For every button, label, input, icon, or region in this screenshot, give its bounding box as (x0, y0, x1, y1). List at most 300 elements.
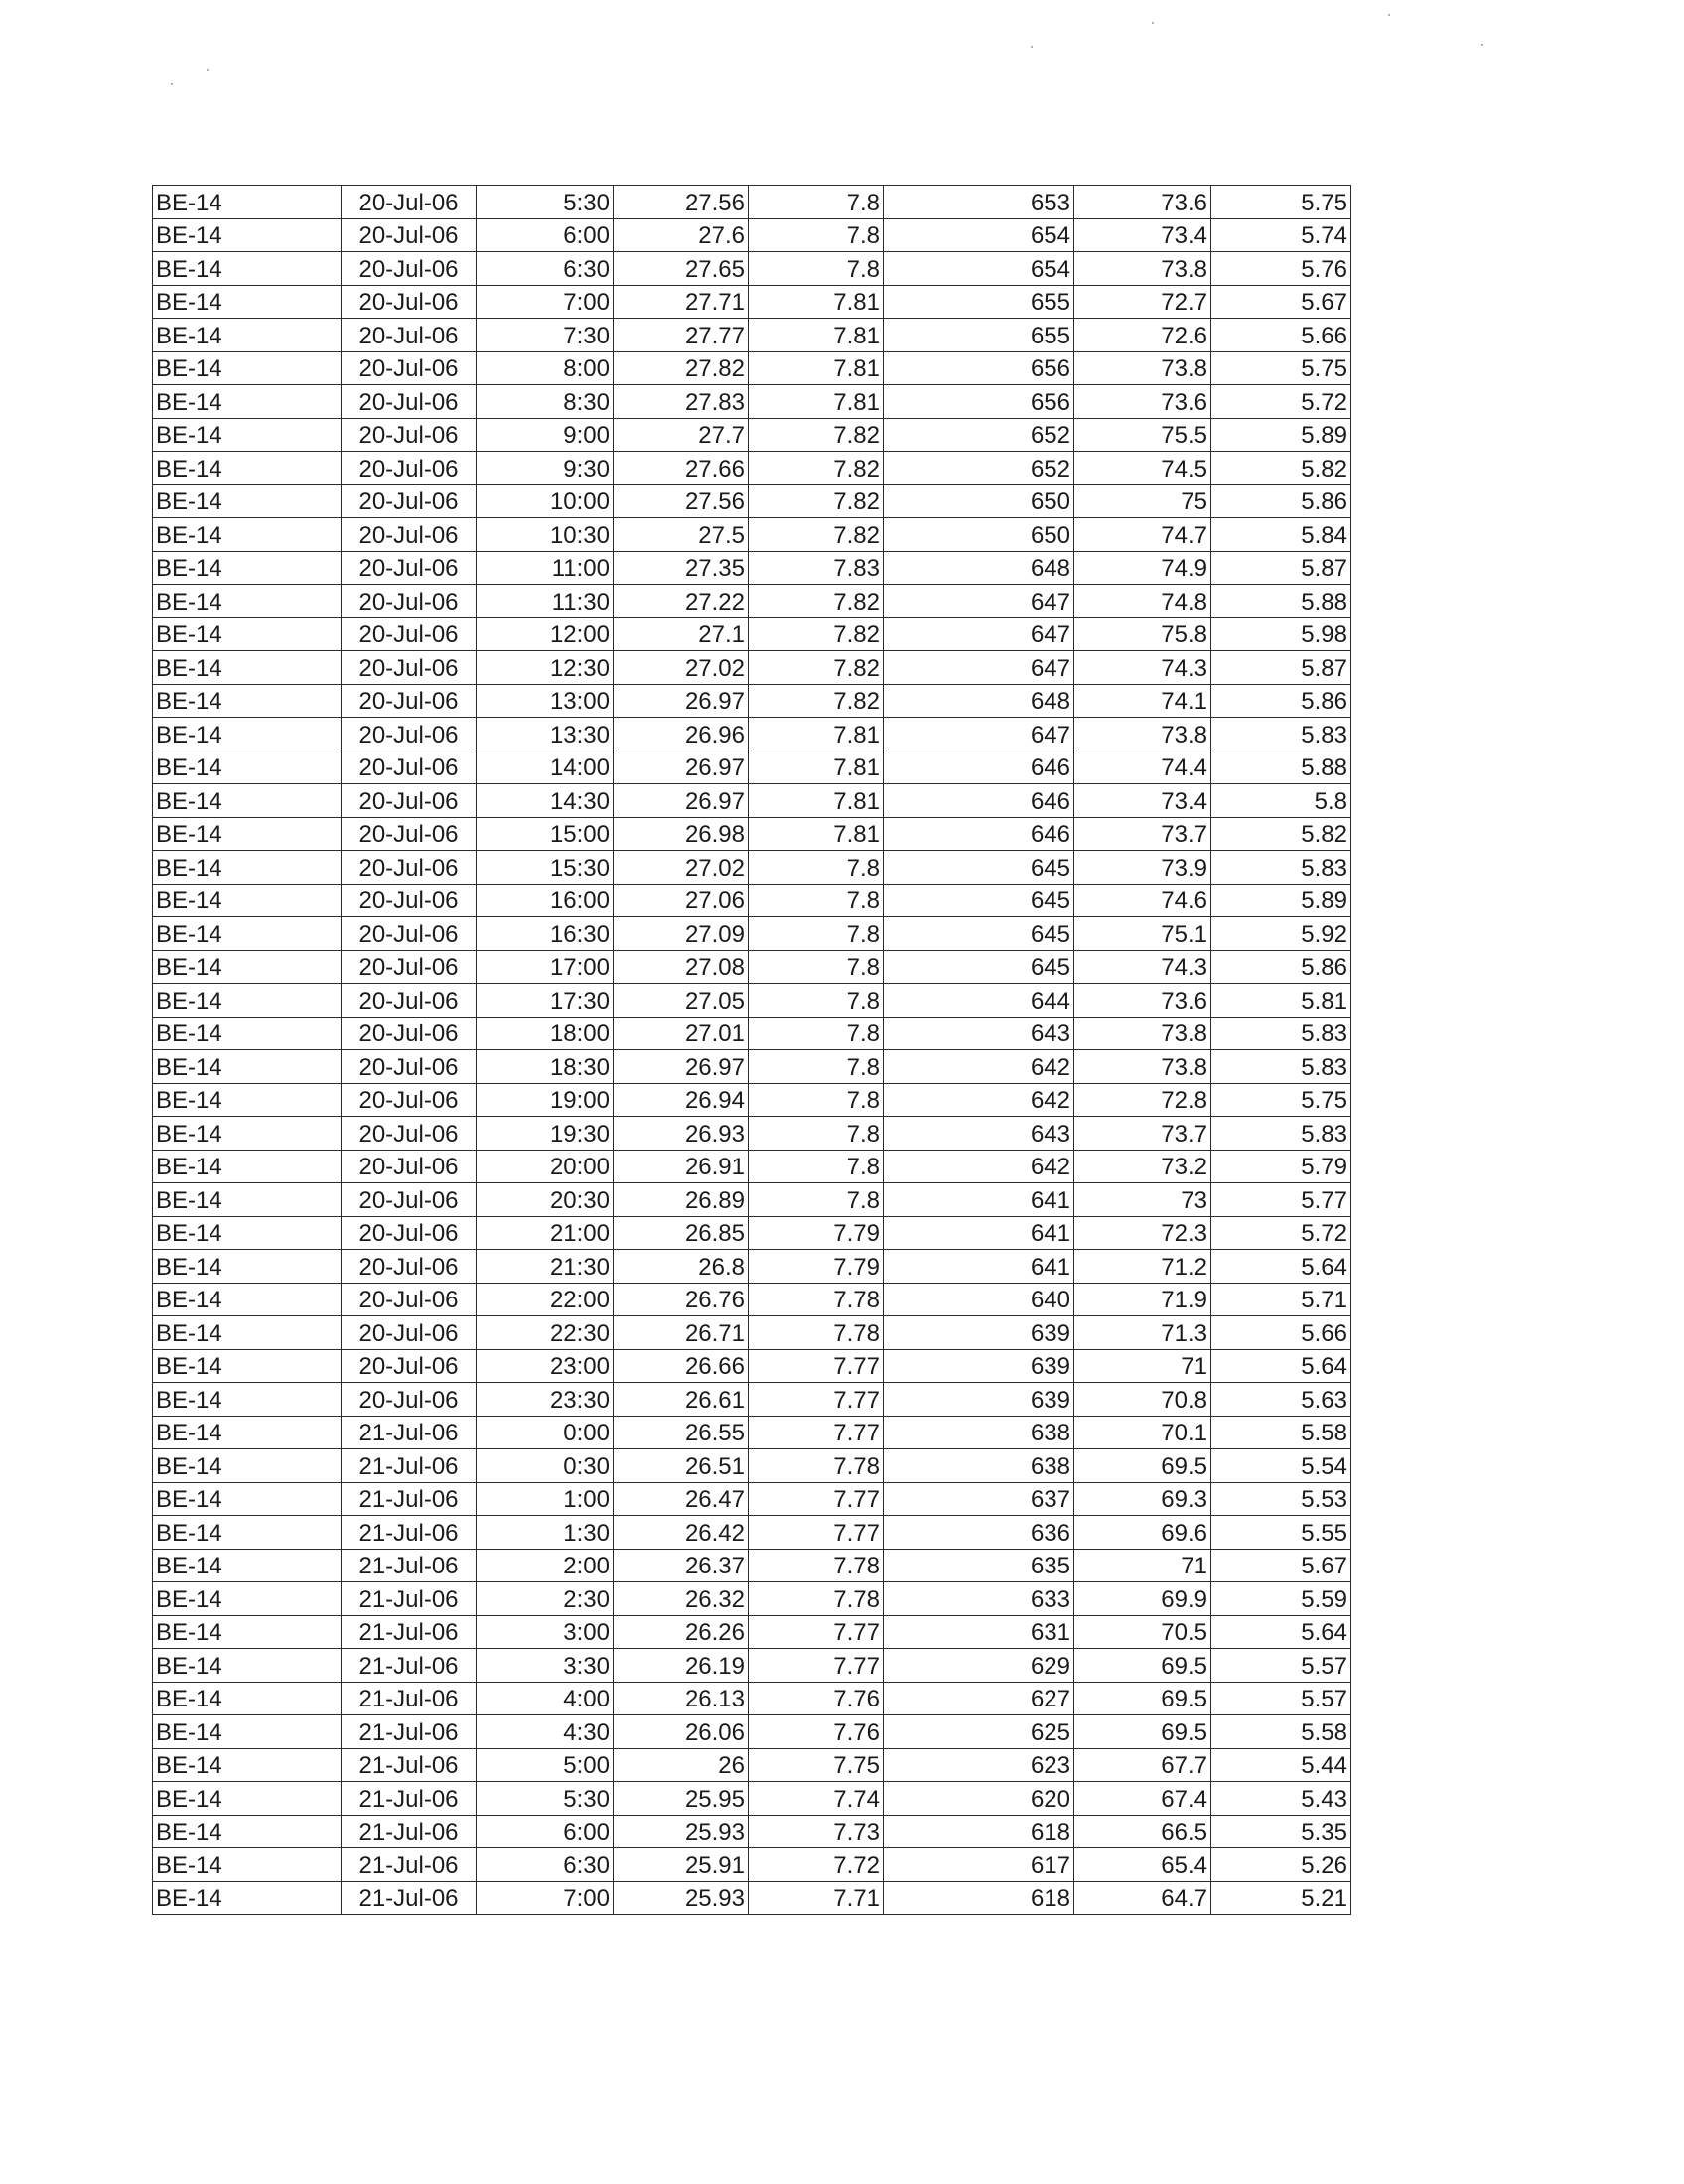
value-cell: 5.35 (1211, 1815, 1351, 1848)
station-cell: BE-14 (153, 1083, 342, 1117)
station-cell: BE-14 (153, 950, 342, 984)
value-cell: 27.83 (614, 385, 749, 419)
value-cell: 644 (884, 984, 1074, 1018)
value-cell: 647 (884, 617, 1074, 651)
station-cell: BE-14 (153, 1848, 342, 1882)
date-cell: 20-Jul-06 (342, 1050, 477, 1084)
date-cell: 20-Jul-06 (342, 484, 477, 518)
value-cell: 73.6 (1074, 984, 1211, 1018)
value-cell: 7.82 (749, 418, 884, 452)
table-row (153, 551, 1351, 585)
value-cell: 73 (1074, 1183, 1211, 1217)
value-cell: 26.26 (614, 1615, 749, 1649)
table-row (153, 1815, 1351, 1848)
value-cell: 5.81 (1211, 984, 1351, 1018)
time-cell: 6:30 (477, 1848, 614, 1882)
value-cell: 5.58 (1211, 1715, 1351, 1749)
station-cell: BE-14 (153, 1183, 342, 1217)
table-row (153, 1848, 1351, 1882)
station-cell: BE-14 (153, 484, 342, 518)
value-cell: 633 (884, 1582, 1074, 1616)
value-cell: 67.4 (1074, 1782, 1211, 1816)
value-cell: 73.8 (1074, 351, 1211, 385)
table-row (153, 1349, 1351, 1383)
station-cell: BE-14 (153, 186, 342, 219)
value-cell: 5.83 (1211, 1117, 1351, 1151)
date-cell: 20-Jul-06 (342, 585, 477, 618)
date-cell: 20-Jul-06 (342, 751, 477, 784)
value-cell: 26.91 (614, 1150, 749, 1183)
time-cell: 14:30 (477, 784, 614, 818)
value-cell: 641 (884, 1250, 1074, 1284)
station-cell: BE-14 (153, 1682, 342, 1715)
value-cell: 7.71 (749, 1881, 884, 1915)
value-cell: 5.64 (1211, 1615, 1351, 1649)
time-cell: 11:30 (477, 585, 614, 618)
station-cell: BE-14 (153, 319, 342, 352)
value-cell: 69.5 (1074, 1715, 1211, 1749)
station-cell: BE-14 (153, 385, 342, 419)
value-cell: 27.7 (614, 418, 749, 452)
date-cell: 21-Jul-06 (342, 1582, 477, 1616)
value-cell: 623 (884, 1748, 1074, 1782)
value-cell: 7.76 (749, 1682, 884, 1715)
value-cell: 27.66 (614, 452, 749, 485)
station-cell: BE-14 (153, 1050, 342, 1084)
time-cell: 7:00 (477, 285, 614, 319)
value-cell: 7.77 (749, 1615, 884, 1649)
table-row (153, 452, 1351, 485)
date-cell: 20-Jul-06 (342, 651, 477, 685)
station-cell: BE-14 (153, 1349, 342, 1383)
time-cell: 20:00 (477, 1150, 614, 1183)
value-cell: 654 (884, 252, 1074, 286)
station-cell: BE-14 (153, 351, 342, 385)
value-cell: 631 (884, 1615, 1074, 1649)
value-cell: 26.97 (614, 784, 749, 818)
time-cell: 15:00 (477, 817, 614, 851)
time-cell: 6:00 (477, 1815, 614, 1848)
value-cell: 645 (884, 884, 1074, 917)
value-cell: 5.86 (1211, 950, 1351, 984)
value-cell: 26.85 (614, 1216, 749, 1250)
date-cell: 20-Jul-06 (342, 418, 477, 452)
table-row (153, 1416, 1351, 1449)
station-cell: BE-14 (153, 684, 342, 718)
value-cell: 27.02 (614, 851, 749, 885)
date-cell: 20-Jul-06 (342, 1383, 477, 1417)
table-row (153, 351, 1351, 385)
value-cell: 5.75 (1211, 1083, 1351, 1117)
value-cell: 27.09 (614, 917, 749, 951)
value-cell: 7.82 (749, 651, 884, 685)
value-cell: 65.4 (1074, 1848, 1211, 1882)
value-cell: 26.98 (614, 817, 749, 851)
date-cell: 21-Jul-06 (342, 1482, 477, 1516)
date-cell: 20-Jul-06 (342, 218, 477, 252)
table-row (153, 884, 1351, 917)
value-cell: 27.82 (614, 351, 749, 385)
time-cell: 5:30 (477, 1782, 614, 1816)
value-cell: 73.6 (1074, 186, 1211, 219)
table-row (153, 1782, 1351, 1816)
time-cell: 4:00 (477, 1682, 614, 1715)
table-row (153, 984, 1351, 1018)
date-cell: 20-Jul-06 (342, 718, 477, 751)
value-cell: 72.8 (1074, 1083, 1211, 1117)
station-cell: BE-14 (153, 1881, 342, 1915)
date-cell: 20-Jul-06 (342, 1349, 477, 1383)
date-cell: 20-Jul-06 (342, 917, 477, 951)
value-cell: 73.6 (1074, 385, 1211, 419)
value-cell: 7.81 (749, 285, 884, 319)
value-cell: 27.6 (614, 218, 749, 252)
value-cell: 7.82 (749, 617, 884, 651)
value-cell: 7.77 (749, 1416, 884, 1449)
time-cell: 22:00 (477, 1283, 614, 1316)
value-cell: 27.65 (614, 252, 749, 286)
time-cell: 11:00 (477, 551, 614, 585)
value-cell: 73.2 (1074, 1150, 1211, 1183)
time-cell: 13:00 (477, 684, 614, 718)
table-row (153, 385, 1351, 419)
value-cell: 5.63 (1211, 1383, 1351, 1417)
value-cell: 70.1 (1074, 1416, 1211, 1449)
table-row (153, 1516, 1351, 1550)
table-row (153, 518, 1351, 552)
station-cell: BE-14 (153, 1649, 342, 1683)
time-cell: 7:30 (477, 319, 614, 352)
table-row (153, 751, 1351, 784)
value-cell: 7.8 (749, 1017, 884, 1050)
table-row (153, 319, 1351, 352)
table-row (153, 1748, 1351, 1782)
scan-speck (1152, 22, 1154, 24)
value-cell: 74.6 (1074, 884, 1211, 917)
value-cell: 7.74 (749, 1782, 884, 1816)
value-cell: 26.37 (614, 1549, 749, 1582)
value-cell: 66.5 (1074, 1815, 1211, 1848)
value-cell: 618 (884, 1815, 1074, 1848)
value-cell: 618 (884, 1881, 1074, 1915)
value-cell: 7.81 (749, 784, 884, 818)
date-cell: 20-Jul-06 (342, 1150, 477, 1183)
value-cell: 7.8 (749, 984, 884, 1018)
value-cell: 652 (884, 452, 1074, 485)
value-cell: 69.5 (1074, 1649, 1211, 1683)
date-cell: 20-Jul-06 (342, 817, 477, 851)
table-row (153, 851, 1351, 885)
value-cell: 25.93 (614, 1881, 749, 1915)
value-cell: 5.87 (1211, 551, 1351, 585)
value-cell: 5.83 (1211, 1050, 1351, 1084)
station-cell: BE-14 (153, 1383, 342, 1417)
date-cell: 20-Jul-06 (342, 684, 477, 718)
time-cell: 10:00 (477, 484, 614, 518)
value-cell: 5.59 (1211, 1582, 1351, 1616)
value-cell: 7.81 (749, 319, 884, 352)
station-cell: BE-14 (153, 1449, 342, 1483)
value-cell: 5.26 (1211, 1848, 1351, 1882)
value-cell: 642 (884, 1050, 1074, 1084)
date-cell: 21-Jul-06 (342, 1682, 477, 1715)
time-cell: 17:30 (477, 984, 614, 1018)
value-cell: 7.82 (749, 585, 884, 618)
value-cell: 70.8 (1074, 1383, 1211, 1417)
table-row (153, 1615, 1351, 1649)
value-cell: 5.84 (1211, 518, 1351, 552)
date-cell: 21-Jul-06 (342, 1516, 477, 1550)
value-cell: 73.8 (1074, 252, 1211, 286)
value-cell: 26.55 (614, 1416, 749, 1449)
station-cell: BE-14 (153, 1549, 342, 1582)
time-cell: 23:00 (477, 1349, 614, 1383)
table-row (153, 718, 1351, 751)
value-cell: 7.79 (749, 1216, 884, 1250)
date-cell: 20-Jul-06 (342, 1216, 477, 1250)
time-cell: 2:00 (477, 1549, 614, 1582)
date-cell: 20-Jul-06 (342, 285, 477, 319)
table-row (153, 950, 1351, 984)
station-cell: BE-14 (153, 817, 342, 851)
value-cell: 27.71 (614, 285, 749, 319)
value-cell: 7.72 (749, 1848, 884, 1882)
time-cell: 22:30 (477, 1316, 614, 1350)
value-cell: 7.82 (749, 684, 884, 718)
value-cell: 73.9 (1074, 851, 1211, 885)
time-cell: 6:30 (477, 252, 614, 286)
station-cell: BE-14 (153, 851, 342, 885)
station-cell: BE-14 (153, 1482, 342, 1516)
time-cell: 5:00 (477, 1748, 614, 1782)
value-cell: 73.8 (1074, 1017, 1211, 1050)
table-row (153, 1017, 1351, 1050)
value-cell: 629 (884, 1649, 1074, 1683)
station-cell: BE-14 (153, 1283, 342, 1316)
station-cell: BE-14 (153, 1416, 342, 1449)
date-cell: 20-Jul-06 (342, 1283, 477, 1316)
value-cell: 26.97 (614, 751, 749, 784)
table-row (153, 1283, 1351, 1316)
value-cell: 5.72 (1211, 385, 1351, 419)
table-row (153, 1649, 1351, 1683)
value-cell: 7.77 (749, 1482, 884, 1516)
value-cell: 26.71 (614, 1316, 749, 1350)
value-cell: 5.72 (1211, 1216, 1351, 1250)
value-cell: 75.8 (1074, 617, 1211, 651)
station-cell: BE-14 (153, 418, 342, 452)
value-cell: 26.89 (614, 1183, 749, 1217)
value-cell: 641 (884, 1216, 1074, 1250)
value-cell: 5.64 (1211, 1349, 1351, 1383)
scan-speck (1481, 44, 1483, 46)
table-row (153, 1183, 1351, 1217)
value-cell: 7.78 (749, 1549, 884, 1582)
value-cell: 646 (884, 817, 1074, 851)
time-cell: 9:00 (477, 418, 614, 452)
station-cell: BE-14 (153, 784, 342, 818)
date-cell: 20-Jul-06 (342, 1017, 477, 1050)
value-cell: 7.8 (749, 1050, 884, 1084)
value-cell: 7.8 (749, 917, 884, 951)
time-cell: 9:30 (477, 452, 614, 485)
value-cell: 7.78 (749, 1316, 884, 1350)
value-cell: 73.7 (1074, 1117, 1211, 1151)
station-cell: BE-14 (153, 252, 342, 286)
value-cell: 636 (884, 1516, 1074, 1550)
table-row (153, 585, 1351, 618)
table-row (153, 684, 1351, 718)
time-cell: 20:30 (477, 1183, 614, 1217)
date-cell: 20-Jul-06 (342, 1183, 477, 1217)
value-cell: 5.64 (1211, 1250, 1351, 1284)
value-cell: 7.77 (749, 1516, 884, 1550)
value-cell: 647 (884, 718, 1074, 751)
value-cell: 74.8 (1074, 585, 1211, 618)
date-cell: 21-Jul-06 (342, 1615, 477, 1649)
value-cell: 27.56 (614, 186, 749, 219)
value-cell: 5.83 (1211, 1017, 1351, 1050)
value-cell: 7.8 (749, 950, 884, 984)
station-cell: BE-14 (153, 617, 342, 651)
value-cell: 7.78 (749, 1283, 884, 1316)
time-cell: 21:30 (477, 1250, 614, 1284)
value-cell: 25.95 (614, 1782, 749, 1816)
value-cell: 73.8 (1074, 1050, 1211, 1084)
value-cell: 26.32 (614, 1582, 749, 1616)
table-row (153, 1150, 1351, 1183)
value-cell: 74.3 (1074, 950, 1211, 984)
table-row (153, 285, 1351, 319)
time-cell: 19:30 (477, 1117, 614, 1151)
time-cell: 7:00 (477, 1881, 614, 1915)
value-cell: 70.5 (1074, 1615, 1211, 1649)
time-cell: 19:00 (477, 1083, 614, 1117)
date-cell: 20-Jul-06 (342, 851, 477, 885)
time-cell: 5:30 (477, 186, 614, 219)
time-cell: 13:30 (477, 718, 614, 751)
time-cell: 18:30 (477, 1050, 614, 1084)
station-cell: BE-14 (153, 1316, 342, 1350)
value-cell: 647 (884, 585, 1074, 618)
value-cell: 642 (884, 1150, 1074, 1183)
station-cell: BE-14 (153, 285, 342, 319)
table-row (153, 484, 1351, 518)
time-cell: 1:30 (477, 1516, 614, 1550)
station-cell: BE-14 (153, 1516, 342, 1550)
value-cell: 627 (884, 1682, 1074, 1715)
table-row (153, 817, 1351, 851)
value-cell: 7.76 (749, 1715, 884, 1749)
data-table (152, 185, 1351, 1915)
value-cell: 7.78 (749, 1582, 884, 1616)
value-cell: 638 (884, 1449, 1074, 1483)
date-cell: 20-Jul-06 (342, 1083, 477, 1117)
date-cell: 21-Jul-06 (342, 1848, 477, 1882)
value-cell: 5.89 (1211, 418, 1351, 452)
table-row (153, 617, 1351, 651)
value-cell: 650 (884, 484, 1074, 518)
date-cell: 21-Jul-06 (342, 1549, 477, 1582)
value-cell: 7.82 (749, 484, 884, 518)
station-cell: BE-14 (153, 718, 342, 751)
value-cell: 639 (884, 1349, 1074, 1383)
table-body (153, 186, 1351, 1915)
table-row (153, 218, 1351, 252)
value-cell: 26.19 (614, 1649, 749, 1683)
station-cell: BE-14 (153, 585, 342, 618)
value-cell: 73.4 (1074, 784, 1211, 818)
value-cell: 75.1 (1074, 917, 1211, 951)
value-cell: 645 (884, 917, 1074, 951)
value-cell: 655 (884, 319, 1074, 352)
value-cell: 27.77 (614, 319, 749, 352)
value-cell: 640 (884, 1283, 1074, 1316)
table-row (153, 1881, 1351, 1915)
value-cell: 5.88 (1211, 751, 1351, 784)
value-cell: 72.3 (1074, 1216, 1211, 1250)
date-cell: 20-Jul-06 (342, 1117, 477, 1151)
value-cell: 7.8 (749, 884, 884, 917)
value-cell: 5.53 (1211, 1482, 1351, 1516)
time-cell: 21:00 (477, 1216, 614, 1250)
table-row (153, 1383, 1351, 1417)
value-cell: 27.05 (614, 984, 749, 1018)
station-cell: BE-14 (153, 1017, 342, 1050)
value-cell: 652 (884, 418, 1074, 452)
table-row (153, 1549, 1351, 1582)
time-cell: 16:30 (477, 917, 614, 951)
table-row (153, 1050, 1351, 1084)
value-cell: 7.77 (749, 1649, 884, 1683)
value-cell: 73.4 (1074, 218, 1211, 252)
value-cell: 69.5 (1074, 1682, 1211, 1715)
date-cell: 20-Jul-06 (342, 617, 477, 651)
value-cell: 5.75 (1211, 351, 1351, 385)
value-cell: 638 (884, 1416, 1074, 1449)
table-row (153, 1083, 1351, 1117)
value-cell: 639 (884, 1383, 1074, 1417)
station-cell: BE-14 (153, 1615, 342, 1649)
time-cell: 0:00 (477, 1416, 614, 1449)
value-cell: 5.98 (1211, 617, 1351, 651)
value-cell: 69.6 (1074, 1516, 1211, 1550)
station-cell: BE-14 (153, 1150, 342, 1183)
value-cell: 656 (884, 351, 1074, 385)
value-cell: 71.2 (1074, 1250, 1211, 1284)
time-cell: 8:00 (477, 351, 614, 385)
value-cell: 7.81 (749, 817, 884, 851)
value-cell: 7.8 (749, 252, 884, 286)
value-cell: 7.81 (749, 385, 884, 419)
station-cell: BE-14 (153, 452, 342, 485)
table-row (153, 784, 1351, 818)
table-row (153, 186, 1351, 219)
value-cell: 74.5 (1074, 452, 1211, 485)
value-cell: 69.9 (1074, 1582, 1211, 1616)
value-cell: 64.7 (1074, 1881, 1211, 1915)
value-cell: 5.8 (1211, 784, 1351, 818)
date-cell: 20-Jul-06 (342, 518, 477, 552)
date-cell: 21-Jul-06 (342, 1715, 477, 1749)
value-cell: 5.55 (1211, 1516, 1351, 1550)
value-cell: 7.77 (749, 1349, 884, 1383)
scan-speck (207, 69, 209, 71)
date-cell: 20-Jul-06 (342, 252, 477, 286)
value-cell: 26 (614, 1748, 749, 1782)
value-cell: 617 (884, 1848, 1074, 1882)
value-cell: 5.82 (1211, 817, 1351, 851)
